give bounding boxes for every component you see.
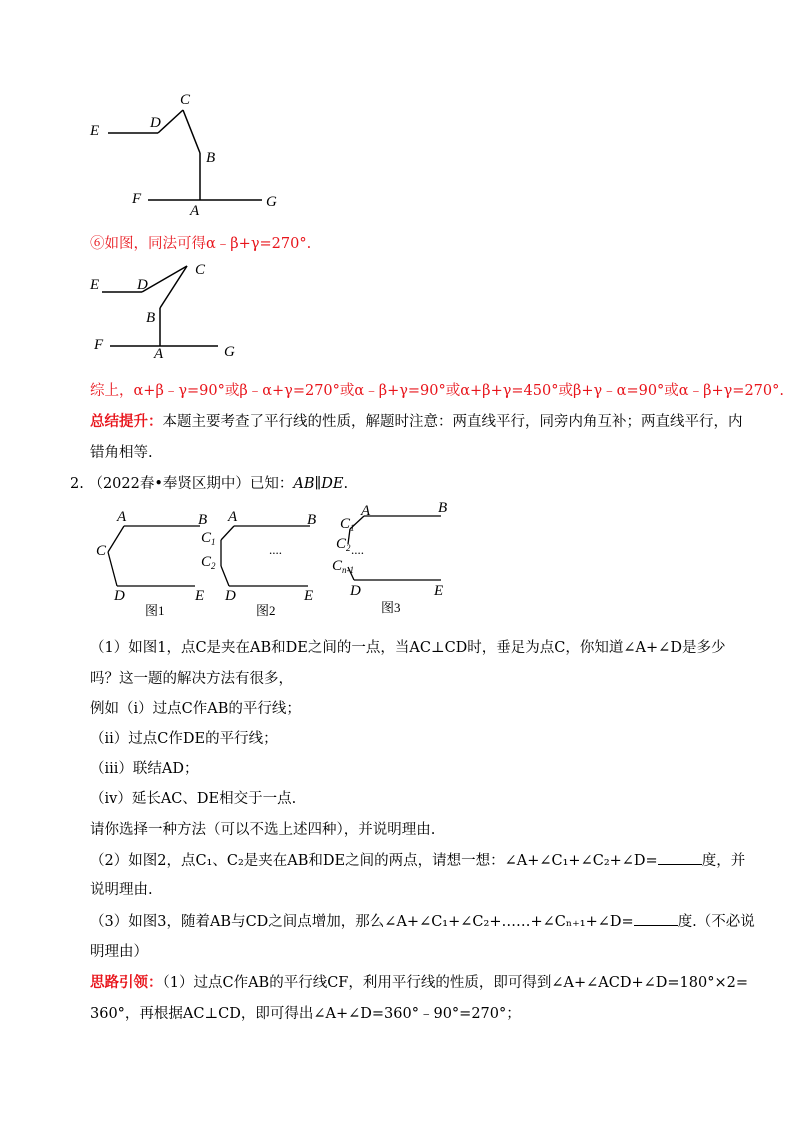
label-B: B	[146, 310, 156, 326]
q2-answer-blank[interactable]	[658, 850, 702, 865]
problem-2-heading	[70, 474, 348, 494]
fig3-label-A: A	[361, 503, 371, 519]
improve-label: 总结提升：	[90, 413, 163, 430]
fig3-label-Cn: $C_{n-1}$	[332, 558, 355, 575]
fig2-dots: ....	[269, 542, 282, 557]
fig2-label-A: A	[228, 509, 238, 525]
fig1-label-E: E	[195, 588, 205, 604]
fig2-label-C2: $C_2$	[201, 554, 216, 571]
problem-source: （2022春•奉贤区期中）已知：	[88, 476, 294, 492]
fig2-caption: 图2	[256, 603, 276, 618]
label-E: E	[90, 123, 100, 139]
figures-row	[88, 502, 468, 622]
fig3-dots: ....	[351, 542, 364, 557]
fig1-label-C: C	[96, 543, 107, 559]
fig2-label-D: D	[225, 588, 236, 604]
label-D: D	[137, 277, 148, 293]
label-C: C	[180, 92, 191, 108]
q1-method-3: （iii）联结AD；	[90, 761, 199, 777]
label-B: B	[206, 150, 216, 166]
improve-text-1: 本题主要考查了平行线的性质，解题时注意：两直线平行，同旁内角互补；两直线平行，内	[162, 414, 743, 430]
hint-label: 思路引领：	[90, 974, 163, 991]
fig3-label-B: B	[438, 502, 448, 516]
problem-end: .	[343, 476, 349, 492]
q1-line1: （1）如图1，点C是夹在AB和DE之间的一点，当AC⊥CD时，垂足为点C，你知道∠A+∠D是多少	[90, 640, 726, 656]
fig1-label-A: A	[117, 509, 127, 525]
q2-line2: 说明理由.	[90, 882, 153, 898]
label-D: D	[150, 115, 161, 131]
q3-line1: （3）如图3，随着AB与CD之间点增加，那么∠A+∠C₁+∠C₂+……+∠Cₙ₊₁+∠D=	[90, 914, 634, 930]
label-F: F	[132, 191, 142, 207]
figure-middle	[80, 258, 250, 364]
case-6-text: ⑥如图，同法可得α﹣β+γ=270°.	[90, 236, 312, 252]
fig3-label-C1: $C_1$	[340, 516, 355, 533]
q3-answer-blank[interactable]	[634, 911, 678, 926]
q3-unit: 度.（不必说	[677, 914, 755, 930]
summary-text: 综上，α+β﹣γ=90°或β﹣α+γ=270°或α﹣β+γ=90°或α+β+γ=450°或β+γ﹣α=90°或α﹣β+γ=270°.	[90, 383, 784, 399]
fig1-label-B: B	[198, 512, 208, 528]
q2-unit: 度，并	[701, 853, 746, 869]
fig2-label-C1: $C_1$	[201, 530, 216, 547]
figure-top	[80, 88, 290, 218]
q1-method-1: 例如（i）过点C作AB的平行线；	[90, 701, 301, 717]
q1-method-4: （iv）延长AC、DE相交于一点.	[90, 791, 297, 807]
fig3-label-E: E	[434, 583, 444, 599]
hint-line2: 360°，再根据AC⊥CD，即可得出∠A+∠D=360°﹣90°=270°；	[90, 1006, 521, 1022]
fig2-label-E: E	[304, 588, 314, 604]
q3-line1-row	[90, 911, 755, 932]
q2-line1: （2）如图2，点C₁、C₂是夹在AB和DE之间的两点，请想一想：∠A+∠C₁+∠C₂+∠D=	[90, 853, 658, 869]
problem-number: 2.	[70, 476, 84, 492]
q1-method-2: （ii）过点C作DE的平行线；	[90, 731, 278, 747]
label-G: G	[266, 194, 277, 210]
fig1-label-D: D	[114, 588, 125, 604]
q2-line1-row	[90, 850, 745, 871]
problem-given: AB∥DE	[293, 476, 344, 492]
label-E: E	[90, 277, 100, 293]
label-A: A	[154, 346, 164, 362]
label-C: C	[195, 262, 206, 278]
hint-line1-row	[90, 973, 748, 993]
label-F: F	[94, 337, 104, 353]
summary-improve-line1	[90, 412, 743, 432]
fig3-label-C2: $C_2$	[336, 536, 351, 553]
improve-text-2: 错角相等.	[90, 445, 153, 461]
q3-line2: 明理由）	[90, 944, 148, 960]
fig3-caption: 图3	[381, 600, 401, 615]
hint-line1: （1）过点C作AB的平行线CF，利用平行线的性质，即可得到∠A+∠ACD+∠D=180°×2=	[162, 975, 748, 991]
fig2-label-B: B	[307, 512, 317, 528]
fig3-label-D: D	[350, 583, 361, 599]
fig1-caption: 图1	[145, 603, 165, 618]
label-G: G	[224, 344, 235, 360]
q1-ask: 请你选择一种方法（可以不选上述四种），并说明理由.	[90, 822, 436, 838]
label-A: A	[190, 203, 200, 218]
q1-line2: 吗？这一题的解决方法有很多，	[90, 671, 293, 687]
